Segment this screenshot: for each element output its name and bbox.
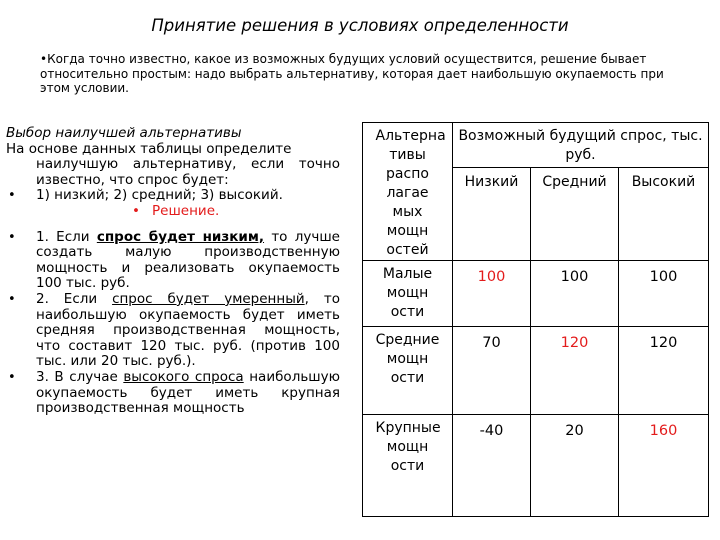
table-cell: -40 bbox=[453, 415, 531, 517]
slide-title: Принятие решения в условиях определенности bbox=[151, 16, 569, 35]
case3-suffix: наибольшую окупаемость будет иметь крупная производственная мощность bbox=[36, 368, 340, 417]
table-row bbox=[363, 261, 709, 327]
bullet-icon: • bbox=[8, 369, 16, 385]
case3-emphasis: высокого спроса bbox=[123, 368, 244, 385]
table-cell: 160 bbox=[619, 415, 709, 517]
case1-emphasis: спрос будет низким, bbox=[96, 228, 265, 245]
case1-suffix: то лучше создать малую производственную мощность и реализовать окупаемость 100 тыс. руб. bbox=[36, 228, 340, 292]
table-cell: 70 bbox=[453, 327, 531, 415]
bullet-icon: • bbox=[8, 291, 16, 307]
case1-prefix: 1. Если bbox=[36, 228, 97, 245]
task-heading: Выбор наилучшей альтернативы bbox=[6, 125, 242, 141]
table-cell: 100 bbox=[531, 261, 619, 327]
table-cell: 120 bbox=[531, 327, 619, 415]
case2-emphasis: спрос будет умеренный bbox=[112, 290, 305, 307]
list-item bbox=[6, 370, 340, 417]
row-label: Средние мощн ости bbox=[363, 327, 453, 415]
list-item bbox=[6, 292, 340, 370]
bullet-icon: • bbox=[8, 229, 16, 245]
demand-header: Возможный будущий спрос, тыс. руб. bbox=[453, 123, 709, 168]
list-item bbox=[6, 188, 340, 204]
list-item bbox=[6, 230, 340, 292]
table-row bbox=[363, 327, 709, 415]
payoff-table bbox=[362, 122, 709, 517]
solution-label: Решение. bbox=[152, 202, 220, 219]
header-medium: Средний bbox=[531, 167, 619, 260]
table-cell: 100 bbox=[619, 261, 709, 327]
task-line: На основе данных таблицы определите bbox=[6, 140, 292, 157]
bullet-icon: • bbox=[8, 188, 16, 204]
case3-prefix: 3. В случае bbox=[36, 368, 124, 385]
table-cell: 100 bbox=[453, 261, 531, 327]
row-label: Малые мощн ости bbox=[363, 261, 453, 327]
cases-text: 1) низкий; 2) средний; 3) высокий. bbox=[36, 187, 283, 204]
intro-paragraph: •Когда точно известно, какое из возможных будущих условий осуществится, решение бывает относительно простым: надо выбрать альтернативу, которая дает наибольшую окупаемость при этом условии. bbox=[40, 52, 664, 95]
solution-label-row bbox=[6, 204, 340, 220]
task-column bbox=[6, 126, 340, 417]
alternatives-header: Альтерна тивы распо лагае мых мощн остей bbox=[363, 123, 453, 261]
case2-suffix: , то наибольшую окупаемость будет иметь средняя производственная мощность, что составит 120 тыс. руб. (против 100 тыс. или 20 тыс. руб.). bbox=[36, 290, 340, 370]
bullet-icon: • bbox=[132, 202, 140, 219]
table-cell: 120 bbox=[619, 327, 709, 415]
task-text: наилучшую альтернативу, если точно известно, что спрос будет: bbox=[36, 156, 340, 188]
case2-prefix: 2. Если bbox=[36, 290, 113, 307]
table-cell: 20 bbox=[531, 415, 619, 517]
header-high: Высокий bbox=[619, 167, 709, 260]
row-label: Крупные мощн ости bbox=[363, 415, 453, 517]
header-low: Низкий bbox=[453, 167, 531, 260]
table-row bbox=[363, 415, 709, 517]
